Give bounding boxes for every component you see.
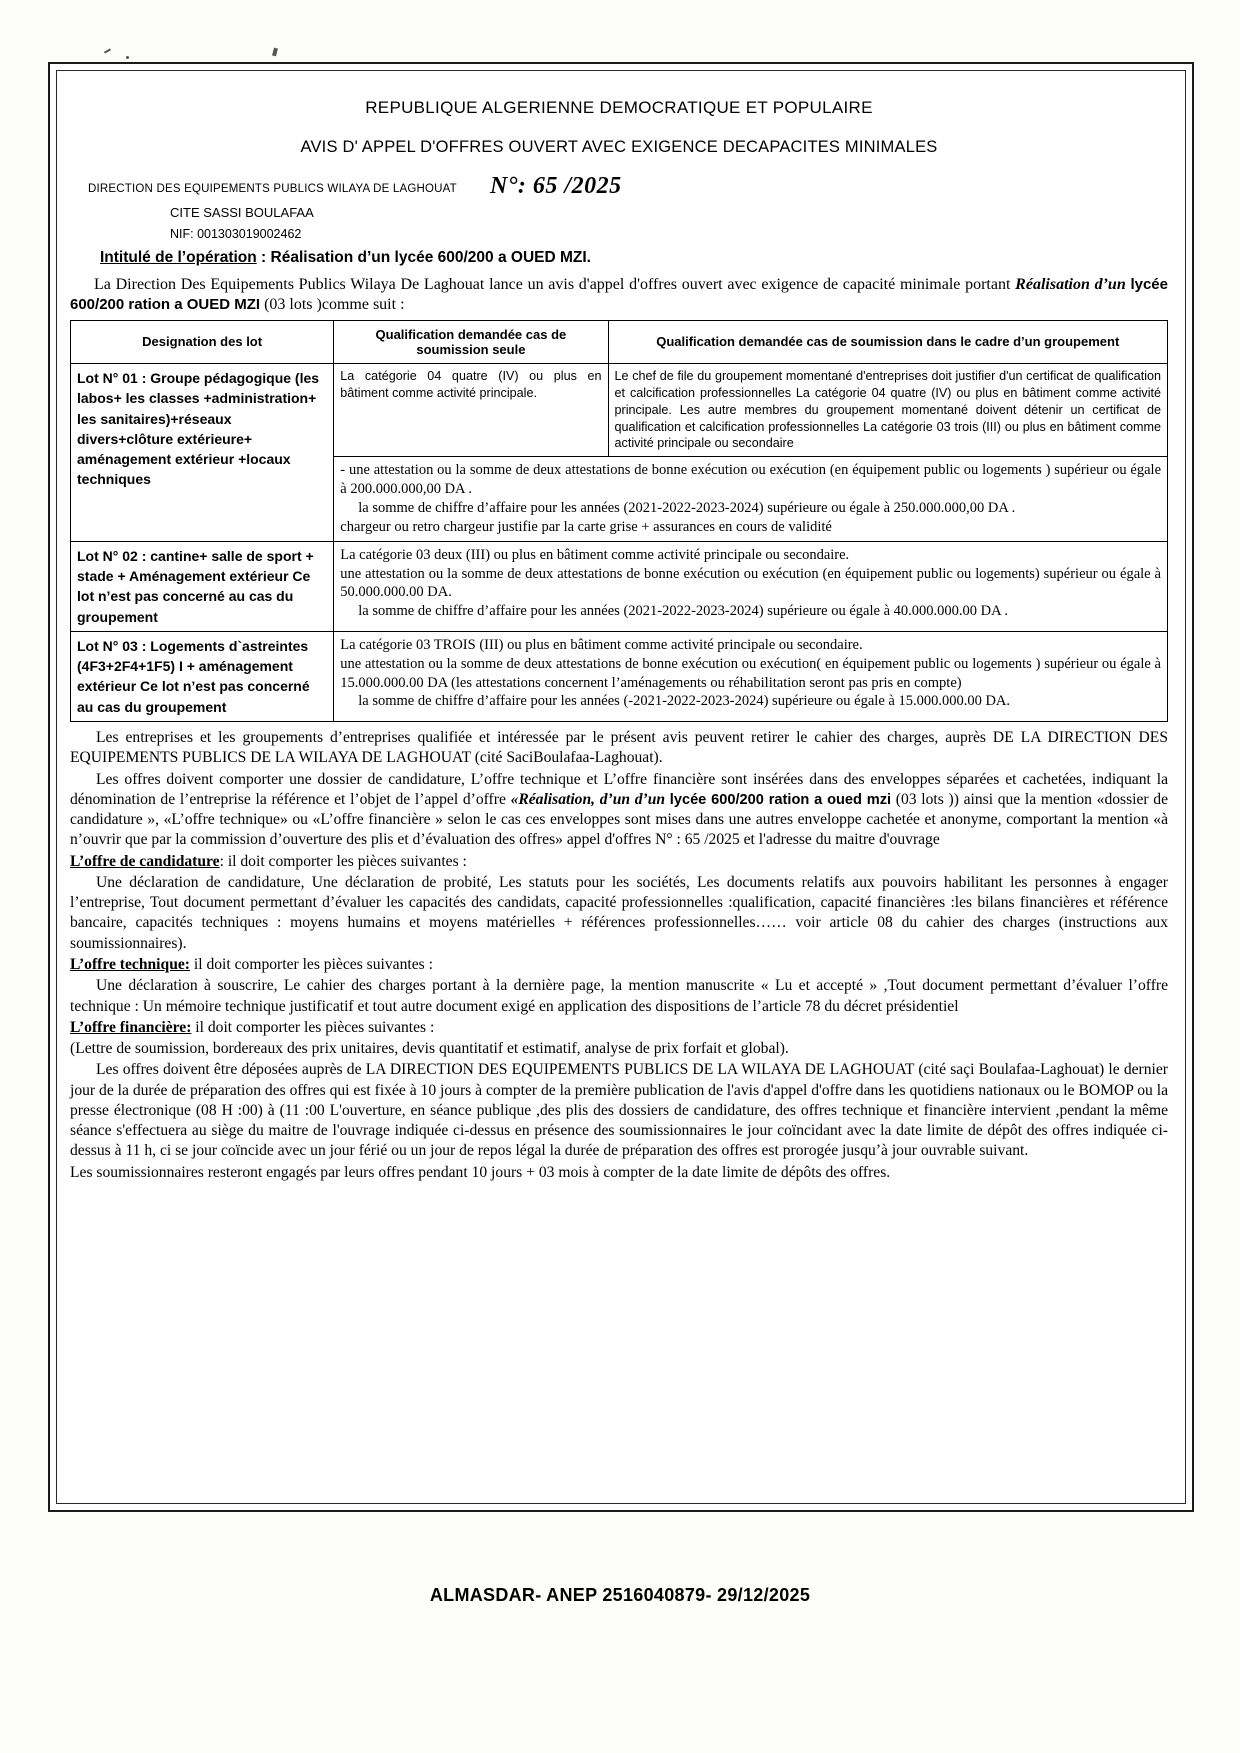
table-row [71,541,1168,631]
lead-part1: La Direction Des Equipements Publics Wilaya De Laghouat lance un avis d'appel d'offres ouvert avec exigence de capacité minimale portant [94,276,1016,293]
lot-01-designation: Lot N° 01 : Groupe pédagogique (les labos+ les classes +administration+ les sanitaires)+réseaux divers+clôture extérieure+ aménagement extérieur +locaux techniques [71,363,334,541]
lead-paragraph [70,275,1168,316]
enveloppes-part-b: (03 lots )) ainsi que la mention «dossier de candidature », «L’offre technique» ou «L’offre financière » selon le cas ces enveloppes sont mises dans une autres enveloppe cachetée et anonyme, comportant la mention «à n’ouvrir que par la commission d’ouverture des plis et d’évaluation des offres» appel d'offres N° : 65 /2025 et l'adresse du maitre d'ouvrage [70,790,1169,849]
scan-speck [126,56,129,59]
lot-01-seule: La catégorie 04 quatre (IV) ou plus en bâtiment comme activité principale. [334,363,608,456]
lot-03-conditions [334,631,1168,721]
paragraph-technique-details: Une déclaration à souscrire, Le cahier des charges portant à la dernière page, la mention manuscrite « Lu et accepté » ,Tout document permettant d’évaluer l’offre technique : Un mémoire technique justificatif et tout autre document exigé en application des dispositions de l’article 78 du décret présidentiel [70,977,1168,1015]
lot-02-designation: Lot N° 02 : cantine+ salle de sport + stade + Aménagement extérieur Ce lot n’est pas concerné au cas du groupement [71,541,334,631]
lot-03-designation: Lot N° 03 : Logements d`astreintes (4F3+2F4+1F5) I + aménagement extérieur Ce lot n’est pas concerné au cas du groupement [71,631,334,721]
organization-block [70,171,1168,245]
lots-table [70,320,1168,722]
lot-01-condition-3: chargeur ou retro chargeur justifie par la carte grise + assurances en cours de validité [340,518,832,535]
lot-01-groupement: Le chef de file du groupement momentané d'entreprises doit justifier d'un certificat de qualification et calcification professionnelles La catégorie 04 quatre (IV) ou plus en bâtiment comme activité principale. Les autre membres du groupement momentané doivent détenir un certificat de qualification et calcification professionnelles La catégorie 03 trois (III) ou plus en bâtiment comme activité principale ou secondaire [608,363,1167,456]
lot-03-line-3: la somme de chiffre d’affaire pour les années (-2021-2022-2023-2024) supérieure ou égale à 15.000.000.00 DA. [358,693,1011,710]
offre-technique-rest: il doit comporter les pièces suivantes : [189,955,433,973]
enveloppes-sans: lycée 600/200 ration a oued mzi [669,791,892,808]
heading-offre-candidature [70,852,1168,872]
column-header-designation: Designation des lot [71,320,334,363]
offre-financiere-label: L’offre financière: [70,1018,192,1036]
table-header-row [71,320,1168,363]
notice-number: N°: 65 /2025 [490,173,622,199]
enveloppes-italic: «Réalisation, d’un d’un [510,790,670,808]
lead-emphasis-sans: lycée 600/200 ration a OUED MZI [70,276,1168,314]
column-header-seule: Qualification demandée cas de soumission seule [334,320,608,363]
lot-02-line-1: La catégorie 03 deux (III) ou plus en bâtiment comme activité principale ou secondaire. [340,546,850,563]
lot-01-condition-1: - une attestation ou la somme de deux attestations de bonne exécution ou exécution (en équipement public ou logements ) supérieur ou égale à 200.000.000,00 DA . [340,462,1161,498]
enveloppes-part-a: Les offres doivent comporter une dossier de candidature, L’offre technique et L’offre financière sont insérées dans des enveloppes séparées et cachetées, indiquant la dénomination de l’entreprise la référence et l’objet de l’appel d’offre [70,770,1168,808]
operation-label: Intitulé de l’opération [100,249,257,266]
notice-body [70,728,1168,1183]
column-header-groupement: Qualification demandée cas de soumission dans le cadre d’un groupement [608,320,1167,363]
document-content [70,78,1168,1184]
republic-heading: REPUBLIQUE ALGERIENNE DEMOCRATIQUE ET POPULAIRE [365,98,873,117]
lot-03-line-2: une attestation ou la somme de deux attestations de bonne exécution ou exécution( en équipement public ou logements ) supérieur ou égale à 15.000.000.00 DA (les attestations concernent l’aménagements ou réhabilitation seront pas pris en compte) [340,655,1161,691]
offre-financiere-rest: il doit comporter les pièces suivantes : [191,1018,435,1036]
paragraph-retrait: Les entreprises et les groupements d’entreprises qualifiée et intéressée par le présent avis peuvent retirer le cahier des charges, auprès DE LA DIRECTION DES EQUIPEMENTS PUBLICS DE LA WILAYA DE LAGHOUAT (cité SaciBoulafaa-Laghouat). [70,729,1168,767]
lot-02-line-2: une attestation ou la somme de deux attestations de bonne exécution ou exécution (en équipement public ou logements) supérieur ou égale à 50.000.000.00 DA. [340,565,1161,601]
direction-line: DIRECTION DES EQUIPEMENTS PUBLICS WILAYA DE LAGHOUAT [88,183,457,195]
paragraph-enveloppes [70,770,1168,851]
nif-line: NIF: 001303019002462 [170,227,302,241]
operation-separator: : [256,249,271,266]
paragraph-financiere-details: (Lettre de soumission, bordereaux des prix unitaires, devis quantitatif et estimatif, analyse de prix forfait et global). [70,1040,789,1058]
heading-offre-technique [70,955,1168,975]
lot-01-conditions [334,457,1168,541]
paragraph-depot: Les offres doivent être déposées auprès de LA DIRECTION DES EQUIPEMENTS PUBLICS DE LA WILAYA DE LAGHOUAT (cité saçi Boulafaa-Laghouat) le dernier jour de la durée de préparation des offres qui est fixée à 10 jours à compter de la première publication de l'avis d'appel d'offre dans les quotidiens nationaux ou le BOMOP ou la presse électronique (08 H :00) à (11 :00 L'ouverture, en séance publique ,des plis des dossiers de candidature, des offres technique et financière intervient ,pendant la même séance s'effectuera au siège du maitre de l'ouvrage indiquée ci-dessus en présence des soumissionnaires le jour coïncidant avec la date limite de dépôt des offres indiquée ci-dessus à 11 h, ci se jour coïncide avec un jour férié ou un jour de repos légal la durée de préparation des offres est prorogée jusqu’à jour ouvrable suivant. [70,1061,1168,1160]
lead-part2: (03 lots )comme suit : [260,296,405,314]
address-line: CITE SASSI BOULAFAA [170,205,314,220]
document-frame [48,62,1194,1512]
paragraph-candidature-details: Une déclaration de candidature, Une déclaration de probité, Les statuts pour les sociétés, Les documents relatifs aux pouvoirs habilitant les personnes à engager l’entreprise, Tout document permettant d’évaluer les capacités des candidats, capacité professionnelles :qualification, capacité financières :les bilans financières et référence bancaire, capacités techniques : moyens humains et moyens matérielles + références professionnelles…… voir article 08 du cahier des charges (instructions aux soumissionnaires). [70,873,1168,952]
paragraph-engagement: Les soumissionnaires resteront engagés par leurs offres pendant 10 jours + 03 mois à compter de la date limite de dépôts des offres. [70,1163,891,1181]
lot-03-line-1: La catégorie 03 TROIS (III) ou plus en bâtiment comme activité principale ou secondaire. [340,636,863,653]
operation-title [100,249,1168,267]
lot-02-line-3: la somme de chiffre d’affaire pour les années (2021-2022-2023-2024) supérieure ou égale à 40.000.000.00 DA . [358,603,1009,620]
scan-speck [104,48,111,53]
offre-candidature-rest: : il doit comporter les pièces suivantes : [219,852,467,870]
offre-technique-label: L’offre technique: [70,955,190,973]
table-row [71,631,1168,721]
lead-emphasis-italic: Réalisation d’un [1015,276,1131,293]
footer-reference: ALMASDAR- ANEP 2516040879- 29/12/2025 [429,1585,811,1605]
notice-heading: AVIS D' APPEL D'OFFRES OUVERT AVEC EXIGENCE DECAPACITES MINIMALES [300,138,938,156]
lot-02-conditions [334,541,1168,631]
offre-candidature-label: L’offre de candidature [70,852,220,870]
scan-speck [272,48,278,57]
lot-01-condition-2: la somme de chiffre d’affaire pour les années (2021-2022-2023-2024) supérieure ou égale à 250.000.000,00 DA . [358,500,1016,516]
table-row [71,363,1168,456]
heading-offre-financiere [70,1018,1168,1038]
operation-value: Réalisation d’un lycée 600/200 a OUED MZI. [270,249,591,266]
